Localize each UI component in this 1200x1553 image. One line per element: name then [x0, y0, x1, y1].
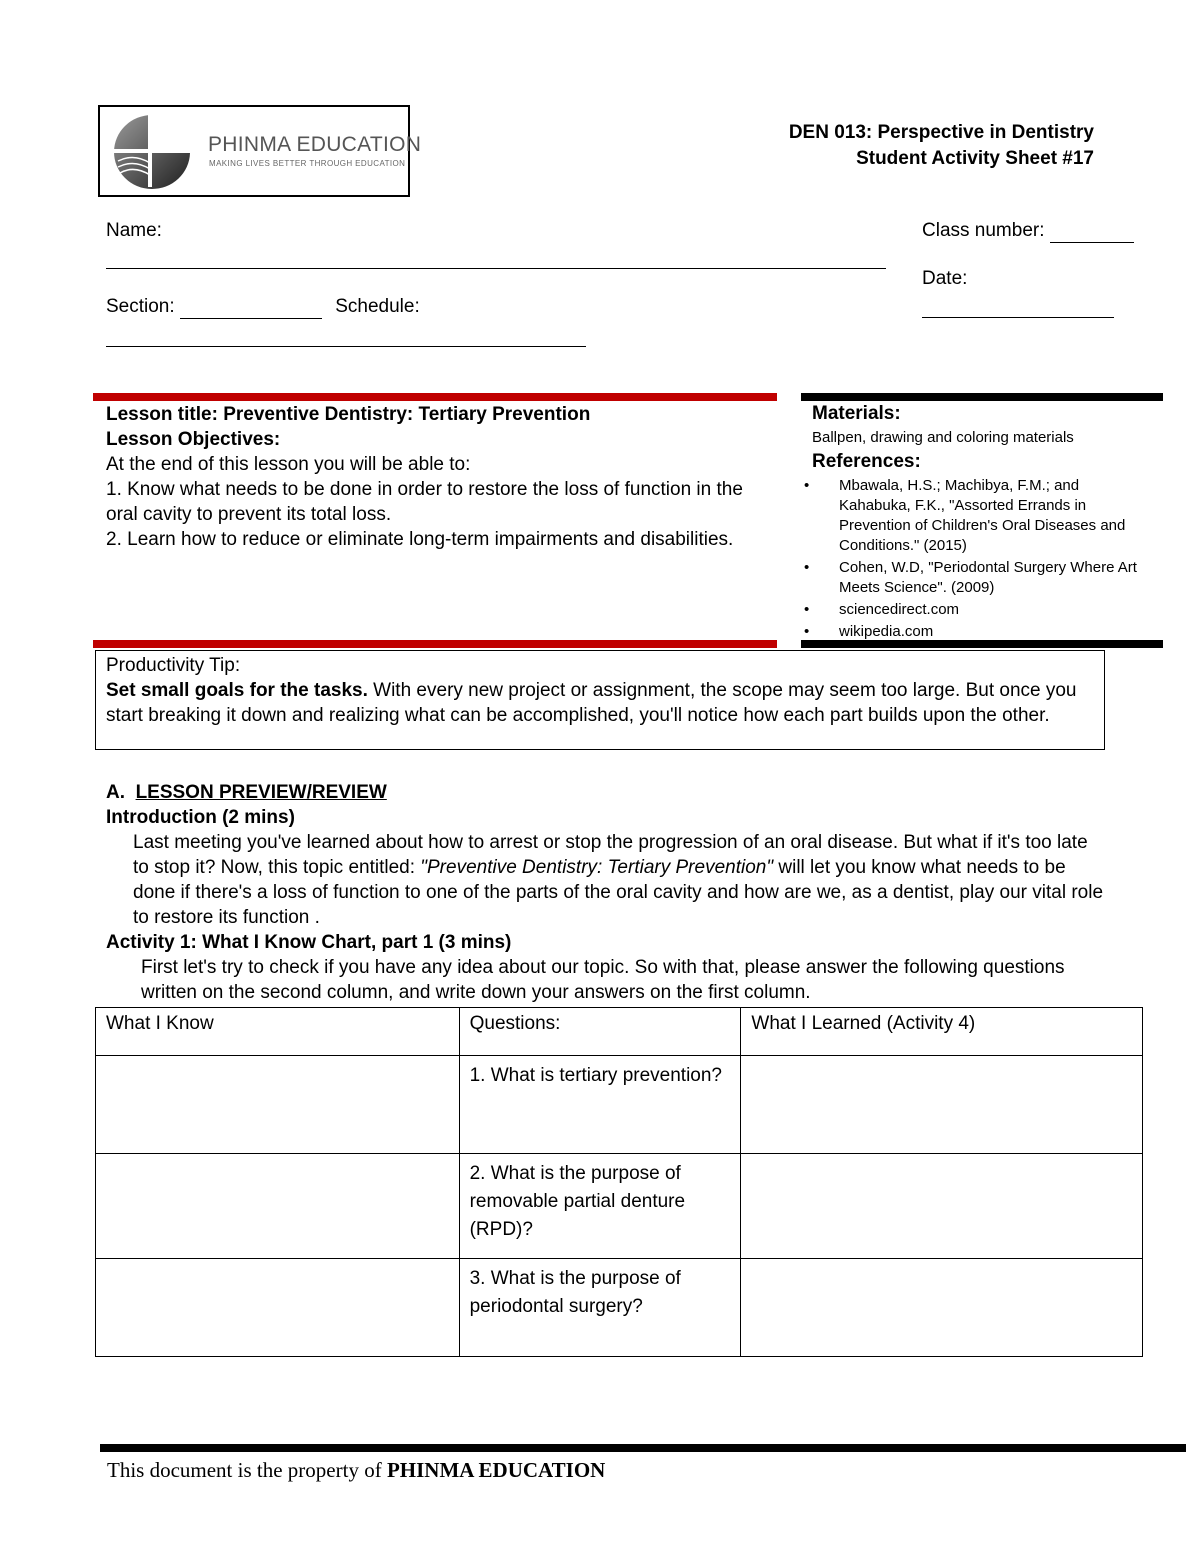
red-divider-top: [93, 393, 777, 401]
schedule-label: Schedule:: [335, 296, 420, 317]
lesson-info: [106, 402, 746, 552]
black-divider-top: [801, 393, 1163, 401]
sheet-title: Student Activity Sheet #17: [856, 148, 1094, 169]
materials-label: Materials:: [812, 403, 901, 424]
learned-cell[interactable]: [741, 1056, 1143, 1154]
answer-cell[interactable]: [96, 1056, 460, 1154]
tip-text: With every new project or assignment, the scope may seem too large. But once you start breaking it down and realizing what can be accomplished, you'll notice how each part builds upon the other.: [106, 680, 1077, 726]
table-row: [96, 1056, 1143, 1154]
lesson-title: Preventive Dentistry: Tertiary Prevention: [223, 404, 591, 425]
tip-bold: Set small goals for the tasks.: [106, 680, 368, 701]
red-divider-bottom: [93, 640, 777, 648]
lesson-title-line: [106, 402, 746, 427]
activity-heading: Activity 1: What I Know Chart, part 1 (3 mins): [106, 932, 512, 953]
what-i-know-chart: [95, 1007, 1143, 1357]
tip-body: [106, 678, 1094, 728]
logo-name: PHINMA EDUCATION: [208, 133, 422, 156]
table-header-row: [96, 1008, 1143, 1056]
references-label: References:: [812, 451, 921, 472]
phinma-logo-icon: [110, 113, 194, 189]
class-number-row: [922, 220, 1134, 243]
lesson-objective: 1. Know what needs to be done in order to restore the loss of function in the oral cavity to prevent its total loss.: [106, 479, 743, 525]
date-field[interactable]: [922, 317, 1114, 318]
question-cell: 1. What is tertiary prevention?: [459, 1056, 741, 1154]
introduction-heading: Introduction (2 mins): [106, 807, 295, 828]
question-cell: 2. What is the purpose of removable partial denture (RPD)?: [459, 1154, 741, 1259]
lesson-title-label: Lesson title:: [106, 404, 218, 425]
class-number-field[interactable]: [1050, 220, 1134, 243]
header-what-i-learned: What I Learned (Activity 4): [741, 1008, 1143, 1056]
intro-topic-title: "Preventive Dentistry: Tertiary Prevention": [420, 857, 774, 878]
intro-text-end: will let you know what needs to be done if there's a loss of function to one of the parts of the oral cavity and how are we, as a dentist, play our vital role to restore its function .: [133, 857, 1104, 928]
section-letter: A.: [106, 782, 125, 803]
answer-cell[interactable]: [96, 1259, 460, 1357]
table-row: [96, 1154, 1143, 1259]
section-label: Section:: [106, 296, 175, 317]
footer-divider: [100, 1444, 1186, 1452]
footer: [107, 1458, 605, 1483]
section-schedule-row: [106, 296, 420, 319]
introduction-text: [106, 830, 1106, 930]
learned-cell[interactable]: [741, 1154, 1143, 1259]
reference-item: • sciencedirect.com: [812, 600, 1152, 620]
class-number-label: Class number:: [922, 220, 1045, 241]
intro-text-start: Last meeting you've learned about how to arrest or stop the progression of an oral disease. But what if it's too late to stop it? Now, this topic entitled:: [133, 832, 1088, 878]
lesson-objectives-intro: At the end of this lesson you will be able to:: [106, 454, 471, 475]
section-heading: [106, 780, 1106, 805]
question-cell: 3. What is the purpose of periodontal surgery?: [459, 1259, 741, 1357]
tip-label: Productivity Tip:: [106, 655, 241, 676]
section-title: LESSON PREVIEW/REVIEW: [135, 782, 387, 803]
activity-text: First let's try to check if you have any idea about our topic. So with that, please answer the following questions written on the second column, and write down your answers on the first column.: [141, 957, 1065, 1003]
logo-box: [98, 105, 422, 197]
logo-tagline: MAKING LIVES BETTER THROUGH EDUCATION: [209, 159, 406, 168]
header-questions: Questions:: [459, 1008, 741, 1056]
black-divider-bottom: [801, 640, 1163, 648]
course-heading: [789, 120, 1094, 172]
schedule-field[interactable]: [106, 346, 586, 347]
name-field[interactable]: [106, 268, 886, 269]
lesson-objective: 2. Learn how to reduce or eliminate long-term impairments and disabilities.: [106, 529, 734, 550]
course-title: DEN 013: Perspective in Dentistry: [788, 122, 1094, 143]
table-row: [96, 1259, 1143, 1357]
productivity-tip: [95, 650, 1105, 750]
answer-cell[interactable]: [96, 1154, 460, 1259]
name-label: Name:: [106, 220, 162, 241]
header-what-i-know: What I Know: [96, 1008, 460, 1056]
section-field[interactable]: [180, 296, 322, 319]
lesson-objectives-label: Lesson Objectives:: [106, 429, 281, 450]
section-lesson-preview: [106, 780, 1106, 1005]
reference-item: • Mbawala, H.S.; Machibya, F.M.; and Kahabuka, F.K., "Assorted Errands in Prevention of Children's Oral Diseases and Conditions." (2015): [812, 476, 1152, 556]
reference-item: • Cohen, W.D, "Periodontal Surgery Where Art Meets Science". (2009): [812, 558, 1152, 598]
footer-text: This document is the property of: [107, 1458, 387, 1482]
footer-owner: PHINMA EDUCATION: [386, 1458, 606, 1482]
materials-text: Ballpen, drawing and coloring materials: [812, 429, 1074, 446]
reference-item: • wikipedia.com: [812, 622, 1152, 642]
materials-references: [812, 402, 1152, 644]
learned-cell[interactable]: [741, 1259, 1143, 1357]
date-label: Date:: [922, 268, 968, 289]
references-list: [812, 476, 1152, 642]
